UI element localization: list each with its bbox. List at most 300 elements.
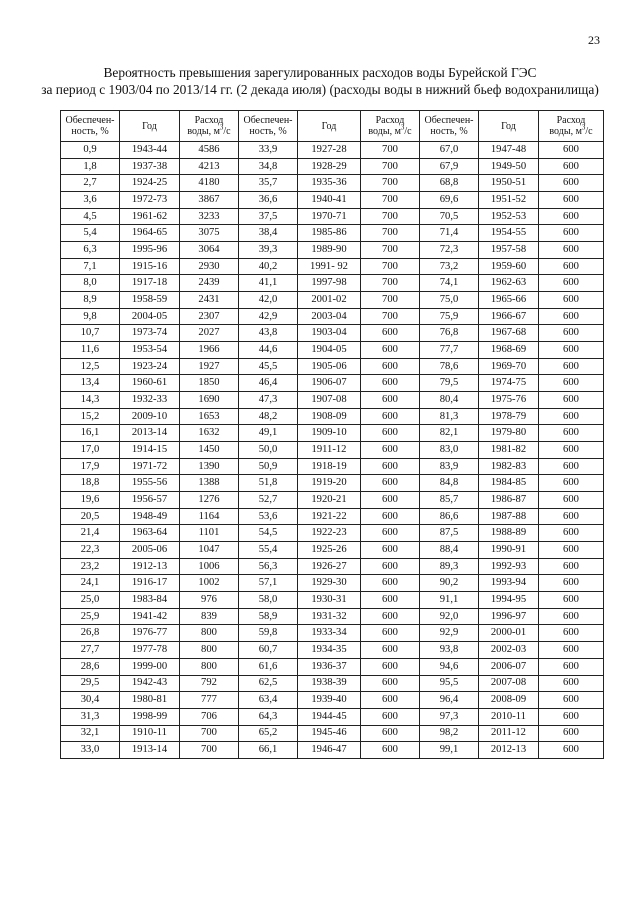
probability-cell: 92,0 — [420, 608, 479, 625]
probability-cell: 17,9 — [61, 458, 120, 475]
flow-cell: 600 — [539, 358, 604, 375]
probability-cell: 86,6 — [420, 508, 479, 525]
year-cell: 1938-39 — [298, 675, 361, 692]
probability-cell: 67,9 — [420, 158, 479, 175]
year-cell: 1944-45 — [298, 708, 361, 725]
probability-cell: 33,0 — [61, 742, 120, 759]
flow-cell: 600 — [361, 392, 420, 409]
table-row — [61, 458, 604, 475]
flow-cell: 600 — [539, 392, 604, 409]
probability-cell: 95,5 — [420, 675, 479, 692]
year-cell: 1971-72 — [120, 458, 180, 475]
year-cell: 1933-34 — [298, 625, 361, 642]
table-row — [61, 408, 604, 425]
probability-cell: 71,4 — [420, 225, 479, 242]
year-cell: 1914-15 — [120, 442, 180, 459]
year-cell: 1931-32 — [298, 608, 361, 625]
flow-cell: 600 — [361, 425, 420, 442]
year-cell: 1939-40 — [298, 692, 361, 709]
table-row — [61, 642, 604, 659]
flow-cell: 1850 — [180, 375, 239, 392]
table-row — [61, 292, 604, 309]
flow-cell: 2439 — [180, 275, 239, 292]
table-row — [61, 475, 604, 492]
header-flow: Расход воды, $м^3/с$ — [180, 111, 239, 142]
year-cell: 1968-69 — [479, 342, 539, 359]
probability-cell: 14,3 — [61, 392, 120, 409]
flow-cell: 1002 — [180, 575, 239, 592]
year-cell: 1941-42 — [120, 608, 180, 625]
year-cell: 1974-75 — [479, 375, 539, 392]
table-row — [61, 308, 604, 325]
probability-cell: 11,6 — [61, 342, 120, 359]
table-row — [61, 558, 604, 575]
probability-cell: 43,8 — [239, 325, 298, 342]
flow-cell: 3233 — [180, 208, 239, 225]
year-cell: 1997-98 — [298, 275, 361, 292]
table-row — [61, 575, 604, 592]
year-cell: 1996-97 — [479, 608, 539, 625]
probability-cell: 45,5 — [239, 358, 298, 375]
flow-cell: 600 — [361, 608, 420, 625]
probability-cell: 83,9 — [420, 458, 479, 475]
year-cell: 1922-23 — [298, 525, 361, 542]
page-number: 23 — [588, 33, 600, 47]
table-row — [61, 592, 604, 609]
probability-cell: 75,9 — [420, 308, 479, 325]
year-cell: 1962-63 — [479, 275, 539, 292]
probability-cell: 58,9 — [239, 608, 298, 625]
table-row — [61, 425, 604, 442]
probability-cell: 81,3 — [420, 408, 479, 425]
year-cell: 1993-94 — [479, 575, 539, 592]
probability-cell: 4,5 — [61, 208, 120, 225]
year-cell: 1934-35 — [298, 642, 361, 659]
probability-cell: 70,5 — [420, 208, 479, 225]
year-cell: 1919-20 — [298, 475, 361, 492]
year-cell: 2009-10 — [120, 408, 180, 425]
flow-cell: 600 — [539, 258, 604, 275]
probability-cell: 79,5 — [420, 375, 479, 392]
flow-cell: 700 — [361, 158, 420, 175]
probability-cell: 16,1 — [61, 425, 120, 442]
year-cell: 2005-06 — [120, 542, 180, 559]
table-row — [61, 708, 604, 725]
year-cell: 1909-10 — [298, 425, 361, 442]
flow-cell: 600 — [361, 642, 420, 659]
probability-cell: 31,3 — [61, 708, 120, 725]
probability-cell: 7,1 — [61, 258, 120, 275]
probability-cell: 44,6 — [239, 342, 298, 359]
year-cell: 1904-05 — [298, 342, 361, 359]
probability-cell: 26,8 — [61, 625, 120, 642]
flow-cell: 700 — [361, 242, 420, 259]
flow-cell: 1927 — [180, 358, 239, 375]
year-cell: 1913-14 — [120, 742, 180, 759]
probability-cell: 47,3 — [239, 392, 298, 409]
year-cell: 1940-41 — [298, 192, 361, 209]
year-cell: 1994-95 — [479, 592, 539, 609]
title-line-1: Вероятность превышения зарегулированных расходов воды Бурейской ГЭС — [103, 65, 537, 80]
year-cell: 1906-07 — [298, 375, 361, 392]
table-row — [61, 275, 604, 292]
flow-cell: 700 — [180, 742, 239, 759]
probability-cell: 36,6 — [239, 192, 298, 209]
year-cell: 2000-01 — [479, 625, 539, 642]
flow-cell: 600 — [539, 625, 604, 642]
flow-cell: 600 — [539, 708, 604, 725]
flow-cell: 4213 — [180, 158, 239, 175]
probability-cell: 68,8 — [420, 175, 479, 192]
probability-cell: 52,7 — [239, 492, 298, 509]
flow-cell: 600 — [361, 708, 420, 725]
flow-cell: 1632 — [180, 425, 239, 442]
flow-cell: 600 — [361, 375, 420, 392]
flow-cell: 600 — [361, 558, 420, 575]
probability-cell: 22,3 — [61, 542, 120, 559]
year-cell: 1943-44 — [120, 142, 180, 159]
year-cell: 1960-61 — [120, 375, 180, 392]
year-cell: 1917-18 — [120, 275, 180, 292]
flow-cell: 600 — [361, 675, 420, 692]
flow-cell: 839 — [180, 608, 239, 625]
probability-cell: 23,2 — [61, 558, 120, 575]
flow-cell: 800 — [180, 625, 239, 642]
probability-cell: 83,0 — [420, 442, 479, 459]
flow-cell: 600 — [361, 342, 420, 359]
probability-cell: 40,2 — [239, 258, 298, 275]
table-row — [61, 442, 604, 459]
flow-cell: 700 — [361, 258, 420, 275]
table-header-row — [61, 111, 604, 142]
year-cell: 1908-09 — [298, 408, 361, 425]
flow-cell: 700 — [361, 275, 420, 292]
flow-cell: 600 — [539, 508, 604, 525]
flow-cell: 600 — [539, 525, 604, 542]
year-cell: 2012-13 — [479, 742, 539, 759]
year-cell: 1918-19 — [298, 458, 361, 475]
year-cell: 1925-26 — [298, 542, 361, 559]
probability-cell: 54,5 — [239, 525, 298, 542]
flow-cell: 976 — [180, 592, 239, 609]
year-cell: 1981-82 — [479, 442, 539, 459]
year-cell: 1963-64 — [120, 525, 180, 542]
header-year: Год — [298, 111, 361, 142]
table-row — [61, 625, 604, 642]
probability-cell: 92,9 — [420, 625, 479, 642]
year-cell: 1951-52 — [479, 192, 539, 209]
table-row — [61, 225, 604, 242]
probability-cell: 72,3 — [420, 242, 479, 259]
table-row — [61, 258, 604, 275]
flow-cell: 1276 — [180, 492, 239, 509]
flow-cell: 600 — [361, 742, 420, 759]
flow-cell: 600 — [361, 475, 420, 492]
header-year: Год — [120, 111, 180, 142]
probability-cell: 58,0 — [239, 592, 298, 609]
table-row — [61, 175, 604, 192]
probability-cell: 41,1 — [239, 275, 298, 292]
probability-cell: 34,8 — [239, 158, 298, 175]
flow-cell: 1101 — [180, 525, 239, 542]
year-cell: 1999-00 — [120, 658, 180, 675]
table-row — [61, 192, 604, 209]
flow-cell: 600 — [361, 592, 420, 609]
year-cell: 1958-59 — [120, 292, 180, 309]
probability-cell: 51,8 — [239, 475, 298, 492]
year-cell: 1977-78 — [120, 642, 180, 659]
year-cell: 1946-47 — [298, 742, 361, 759]
year-cell: 2006-07 — [479, 658, 539, 675]
year-cell: 1920-21 — [298, 492, 361, 509]
flow-cell: 1006 — [180, 558, 239, 575]
probability-cell: 60,7 — [239, 642, 298, 659]
probability-cell: 19,6 — [61, 492, 120, 509]
probability-cell: 64,3 — [239, 708, 298, 725]
flow-cell: 600 — [539, 492, 604, 509]
document-title — [0, 64, 640, 98]
flow-cell: 777 — [180, 692, 239, 709]
probability-cell: 53,6 — [239, 508, 298, 525]
flow-cell: 600 — [361, 492, 420, 509]
probability-cell: 48,2 — [239, 408, 298, 425]
probability-cell: 97,3 — [420, 708, 479, 725]
flow-cell: 600 — [539, 325, 604, 342]
flow-cell: 600 — [361, 408, 420, 425]
header-year: Год — [479, 111, 539, 142]
year-cell: 1973-74 — [120, 325, 180, 342]
year-cell: 1905-06 — [298, 358, 361, 375]
flow-cell: 700 — [361, 292, 420, 309]
probability-cell: 30,4 — [61, 692, 120, 709]
probability-cell: 55,4 — [239, 542, 298, 559]
flow-cell: 600 — [539, 292, 604, 309]
probability-cell: 38,4 — [239, 225, 298, 242]
flow-cell: 600 — [361, 508, 420, 525]
year-cell: 1964-65 — [120, 225, 180, 242]
probability-cell: 29,5 — [61, 675, 120, 692]
probability-cell: 57,1 — [239, 575, 298, 592]
year-cell: 1983-84 — [120, 592, 180, 609]
flow-cell: 600 — [361, 325, 420, 342]
table-row — [61, 742, 604, 759]
flow-cell: 600 — [539, 458, 604, 475]
year-cell: 1975-76 — [479, 392, 539, 409]
flow-cell: 600 — [539, 675, 604, 692]
year-cell: 1970-71 — [298, 208, 361, 225]
year-cell: 2013-14 — [120, 425, 180, 442]
table-row — [61, 342, 604, 359]
probability-cell: 50,9 — [239, 458, 298, 475]
year-cell: 1965-66 — [479, 292, 539, 309]
probability-cell: 82,1 — [420, 425, 479, 442]
table-body — [61, 142, 604, 759]
table-row — [61, 608, 604, 625]
year-cell: 1952-53 — [479, 208, 539, 225]
year-cell: 1954-55 — [479, 225, 539, 242]
year-cell: 1916-17 — [120, 575, 180, 592]
flow-cell: 1690 — [180, 392, 239, 409]
probability-cell: 25,0 — [61, 592, 120, 609]
table-row — [61, 375, 604, 392]
flow-cell: 700 — [361, 142, 420, 159]
year-cell: 1988-89 — [479, 525, 539, 542]
probability-cell: 27,7 — [61, 642, 120, 659]
probability-cell: 59,8 — [239, 625, 298, 642]
year-cell: 1926-27 — [298, 558, 361, 575]
header-probability: Обеспечен- ность, % — [239, 111, 298, 142]
probability-cell: 33,9 — [239, 142, 298, 159]
year-cell: 1995-96 — [120, 242, 180, 259]
year-cell: 2001-02 — [298, 292, 361, 309]
year-cell: 1972-73 — [120, 192, 180, 209]
probability-cell: 66,1 — [239, 742, 298, 759]
flow-cell: 600 — [539, 642, 604, 659]
year-cell: 1929-30 — [298, 575, 361, 592]
probability-cell: 25,9 — [61, 608, 120, 625]
probability-cell: 5,4 — [61, 225, 120, 242]
flow-cell: 600 — [539, 208, 604, 225]
year-cell: 1967-68 — [479, 325, 539, 342]
probability-cell: 8,9 — [61, 292, 120, 309]
probability-table — [60, 110, 604, 759]
flow-cell: 800 — [180, 658, 239, 675]
year-cell: 1979-80 — [479, 425, 539, 442]
flow-cell: 600 — [539, 742, 604, 759]
year-cell: 1992-93 — [479, 558, 539, 575]
year-cell: 2010-11 — [479, 708, 539, 725]
probability-cell: 96,4 — [420, 692, 479, 709]
year-cell: 1903-04 — [298, 325, 361, 342]
flow-cell: 1966 — [180, 342, 239, 359]
flow-cell: 600 — [539, 442, 604, 459]
flow-cell: 2307 — [180, 308, 239, 325]
year-cell: 1989-90 — [298, 242, 361, 259]
flow-cell: 600 — [539, 225, 604, 242]
header-probability: Обеспечен- ность, % — [61, 111, 120, 142]
probability-cell: 17,0 — [61, 442, 120, 459]
flow-cell: 1388 — [180, 475, 239, 492]
header-flow: Расход воды, $м^3/с$ — [361, 111, 420, 142]
flow-cell: 600 — [539, 308, 604, 325]
flow-cell: 600 — [539, 542, 604, 559]
probability-cell: 80,4 — [420, 392, 479, 409]
flow-cell: 600 — [361, 575, 420, 592]
flow-cell: 600 — [539, 658, 604, 675]
year-cell: 1953-54 — [120, 342, 180, 359]
probability-cell: 49,1 — [239, 425, 298, 442]
probability-cell: 61,6 — [239, 658, 298, 675]
year-cell: 2007-08 — [479, 675, 539, 692]
year-cell: 1980-81 — [120, 692, 180, 709]
year-cell: 2002-03 — [479, 642, 539, 659]
probability-cell: 56,3 — [239, 558, 298, 575]
probability-cell: 6,3 — [61, 242, 120, 259]
year-cell: 1985-86 — [298, 225, 361, 242]
flow-cell: 600 — [361, 625, 420, 642]
year-cell: 1921-22 — [298, 508, 361, 525]
flow-cell: 700 — [361, 175, 420, 192]
year-cell: 1912-13 — [120, 558, 180, 575]
flow-cell: 600 — [539, 158, 604, 175]
probability-cell: 73,2 — [420, 258, 479, 275]
year-cell: 1984-85 — [479, 475, 539, 492]
header-flow: Расход воды, $м^3/с$ — [539, 111, 604, 142]
probability-cell: 50,0 — [239, 442, 298, 459]
flow-cell: 600 — [539, 692, 604, 709]
flow-cell: 600 — [361, 725, 420, 742]
flow-cell: 4180 — [180, 175, 239, 192]
probability-cell: 99,1 — [420, 742, 479, 759]
probability-cell: 65,2 — [239, 725, 298, 742]
probability-cell: 21,4 — [61, 525, 120, 542]
probability-cell: 62,5 — [239, 675, 298, 692]
flow-cell: 600 — [539, 375, 604, 392]
probability-cell: 18,8 — [61, 475, 120, 492]
probability-cell: 12,5 — [61, 358, 120, 375]
table-row — [61, 142, 604, 159]
flow-cell: 792 — [180, 675, 239, 692]
probability-cell: 78,6 — [420, 358, 479, 375]
flow-cell: 700 — [361, 225, 420, 242]
probability-cell: 1,8 — [61, 158, 120, 175]
year-cell: 1935-36 — [298, 175, 361, 192]
flow-cell: 600 — [361, 525, 420, 542]
year-cell: 1945-46 — [298, 725, 361, 742]
table-row — [61, 325, 604, 342]
probability-cell: 35,7 — [239, 175, 298, 192]
year-cell: 1982-83 — [479, 458, 539, 475]
table-row — [61, 242, 604, 259]
probability-cell: 74,1 — [420, 275, 479, 292]
probability-cell: 0,9 — [61, 142, 120, 159]
probability-cell: 32,1 — [61, 725, 120, 742]
probability-cell: 10,7 — [61, 325, 120, 342]
probability-cell: 85,7 — [420, 492, 479, 509]
year-cell: 1930-31 — [298, 592, 361, 609]
table-row — [61, 725, 604, 742]
probability-cell: 46,4 — [239, 375, 298, 392]
year-cell: 1942-43 — [120, 675, 180, 692]
flow-cell: 600 — [539, 725, 604, 742]
probability-cell: 39,3 — [239, 242, 298, 259]
flow-cell: 1450 — [180, 442, 239, 459]
year-cell: 1932-33 — [120, 392, 180, 409]
year-cell: 1991- 92 — [298, 258, 361, 275]
flow-cell: 2930 — [180, 258, 239, 275]
year-cell: 1923-24 — [120, 358, 180, 375]
year-cell: 1956-57 — [120, 492, 180, 509]
year-cell: 1948-49 — [120, 508, 180, 525]
flow-cell: 3867 — [180, 192, 239, 209]
probability-cell: 9,8 — [61, 308, 120, 325]
probability-cell: 2,7 — [61, 175, 120, 192]
table-row — [61, 208, 604, 225]
flow-cell: 600 — [539, 575, 604, 592]
probability-cell: 76,8 — [420, 325, 479, 342]
year-cell: 1949-50 — [479, 158, 539, 175]
probability-cell: 93,8 — [420, 642, 479, 659]
table-row — [61, 692, 604, 709]
flow-cell: 600 — [539, 558, 604, 575]
flow-cell: 600 — [361, 442, 420, 459]
table-row — [61, 675, 604, 692]
flow-cell: 600 — [539, 408, 604, 425]
flow-cell: 706 — [180, 708, 239, 725]
flow-cell: 600 — [539, 425, 604, 442]
year-cell: 1927-28 — [298, 142, 361, 159]
header-probability: Обеспечен- ность, % — [420, 111, 479, 142]
